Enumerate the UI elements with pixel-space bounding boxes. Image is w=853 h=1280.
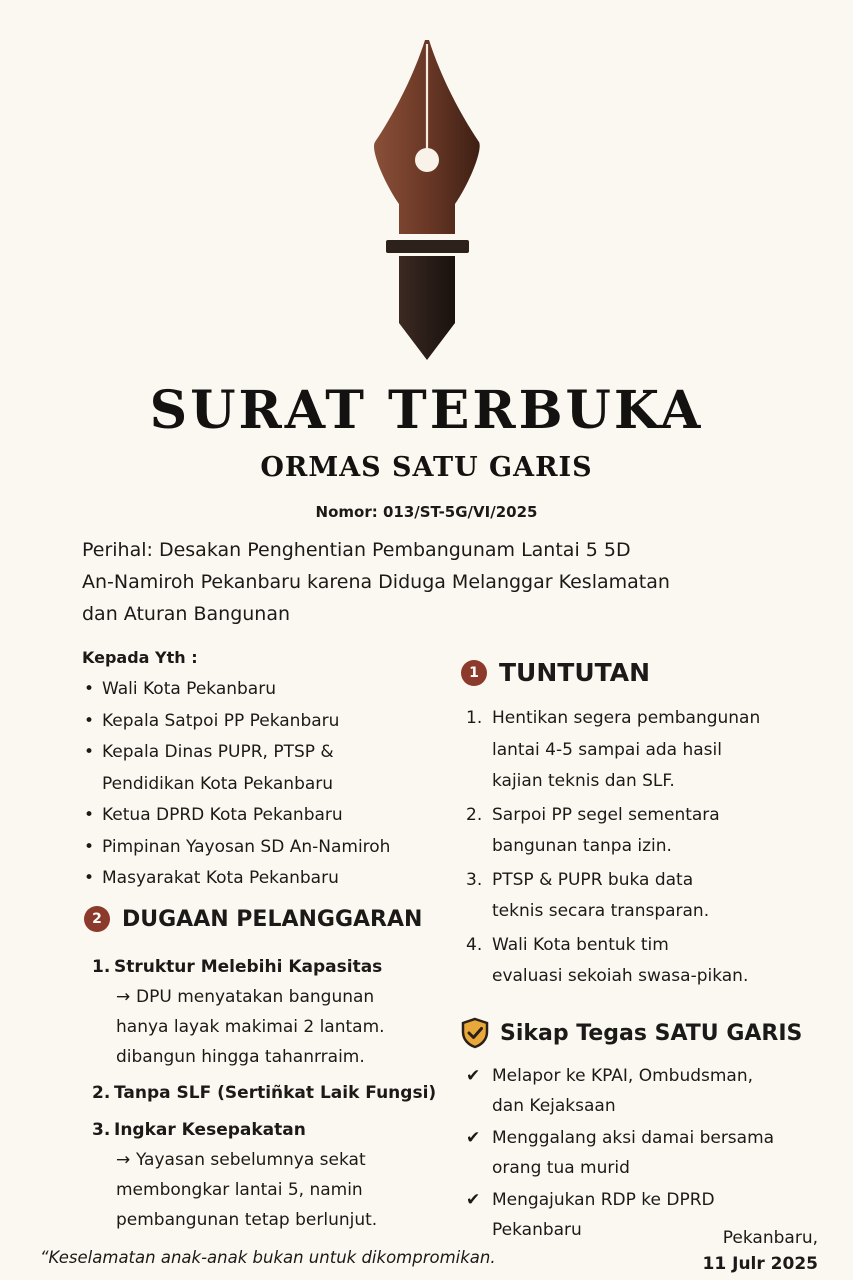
subject-line: Perihal: Desakan Penghentian Pembangunam Lantai 5 5D [82,539,631,561]
organization-name: ORMAS SATU GARIS [260,452,593,483]
recipients-list [82,674,452,895]
stance-heading: Sikap Tegas SATU GARIS [460,1017,802,1049]
violation-item: 1. Struktur Melebihi Kapasitas → DPU menyatakan bangunan hanya layak makimai 2 lantam. dibangun hingga tahanrraim. [92,957,385,1067]
subject-line: dan Aturan Bangunan [82,603,291,625]
number-badge: 2 [84,906,110,932]
list-item: • Wali Kota Pekanbaru [82,674,452,706]
list-item: • Masyarakat Kota Pekanbaru [82,863,452,895]
recipients-label: Kepada Yth : [82,648,198,667]
bullet-icon: • [84,868,95,888]
pen-nib-icon [355,38,500,364]
list-item: ✔ Melapor ke KPAI, Ombudsman, dan Kejaksaan [466,1061,826,1121]
subject-line: An-Namiroh Pekanbaru karena Diduga Melanggar Keslamatan [82,571,670,593]
list-item: ✔ Menggalang aksi damai bersama orang tua murid [466,1123,826,1183]
bullet-icon: • [84,742,95,762]
check-icon: ✔ [466,1066,481,1086]
arrow-right-icon: → [116,1150,131,1170]
date: 11 Julr 2025 [702,1254,818,1274]
place-date [660,1225,818,1277]
check-icon: ✔ [466,1128,481,1148]
place: Pekanbaru, [722,1228,818,1248]
page-title: SURAT TERBUKA [149,380,704,441]
list-item: 1. Hentikan segera pembangunan lantai 4-5 sampai ada hasil kajian teknis dan SLF. [466,708,761,791]
check-icon: ✔ [466,1190,481,1210]
list-item: • Kepala Dinas PUPR, PTSP & [82,737,452,769]
number-badge: 1 [461,660,487,686]
subject-block [82,534,802,630]
bullet-icon: • [84,710,95,731]
closing-quote: “Keselamatan anak-anak bukan untuk dikompromikan. [40,1248,496,1267]
list-item: • Pimpinan Yayosan SD An-Namiroh [82,832,452,864]
bullet-icon: • [84,805,95,825]
stance-list [466,1061,826,1247]
bullet-icon: • [84,836,95,857]
violations-heading: 2 DUGAAN PELANGGARAN [84,906,422,932]
demands-list [466,703,816,995]
list-item: 2. Sarpoi PP segel sementara bangunan tanpa izin. [466,804,720,856]
list-item: 3. PTSP & PUPR buka data teknis secara transparan. [466,869,710,921]
violation-item: 2. Tanpa SLF (Sertiñkat Laik Fungsi) [92,1083,437,1103]
list-item: • Kepala Satpoi PP Pekanbaru [82,706,452,738]
list-item: • Ketua DPRD Kota Pekanbaru [82,800,452,832]
arrow-right-icon: → [116,987,131,1007]
list-item: 4. Wali Kota bentuk tim evaluasi sekoiah swasa-pikan. [466,934,749,986]
letter-number: Nomor: 013/ST-5G/VI/2025 [315,503,538,521]
list-item: ✔ Mengajukan RDP ke DPRD Pekanbaru [466,1185,826,1245]
shield-check-icon [460,1017,490,1049]
bullet-icon: • [84,679,95,699]
violation-item: 3. Ingkar Kesepakatan → Yayasan sebelumnya sekat membongkar lantai 5, namin pembangunan tetap berlunjut. [92,1120,378,1230]
list-item-continuation: Pendidikan Kota Pekanbaru [102,773,334,794]
demands-heading: 1 TUNTUTAN [461,658,650,687]
